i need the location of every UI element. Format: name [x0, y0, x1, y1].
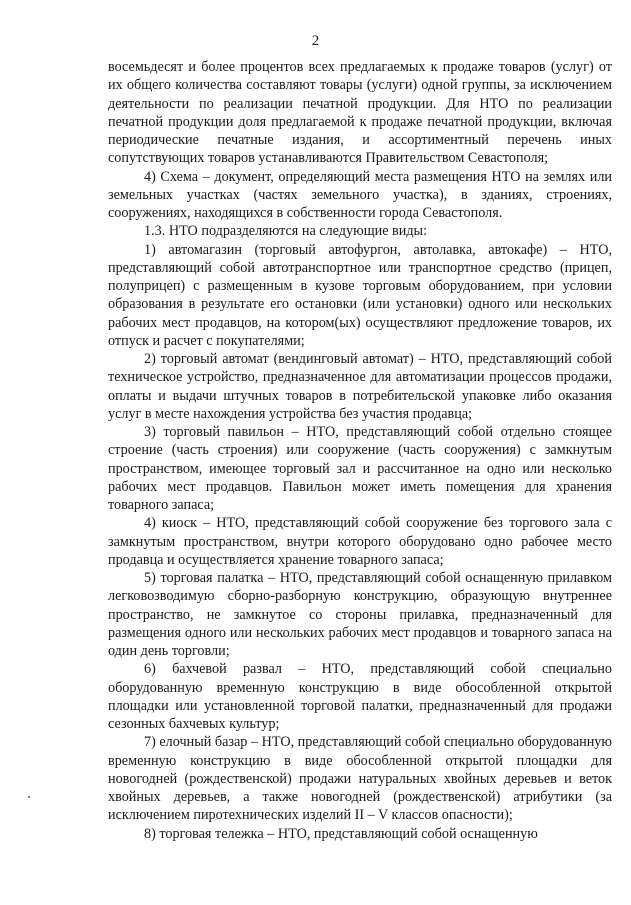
- document-body: [108, 58, 612, 843]
- page-number: 2: [311, 33, 320, 49]
- paragraph-pavilion: 3) торговый павильон – НТО, представляющий собой отдельно стоящее строение (часть строения) или сооружение (часть сооружения) с замкнутым пространством, имеющее торговый зал и рассчитанное на одно или несколько рабочих мест продавцов. Павильон может иметь помещения для хранения товарного запаса;: [108, 424, 612, 513]
- paragraph-melon-stall: 6) бахчевой развал – НТО, представляющий собой специально оборудованную временную конструкцию в виде обособленной открытой площадки или установленной торговой палатки, предназначенный для продажи сезонных бахчевых культур;: [108, 661, 612, 732]
- paragraph-automagazin: 1) автомагазин (торговый автофургон, автолавка, автокафе) – НТО, представляющий собой автотранспортное или транспортное средство (прицеп, полуприцеп) с размещенным в кузове торговым оборудованием, при условии образования в результате его остановки (или установки) одного или нескольких рабочих мест продавцов, на котором(ых) осуществляют предложение товаров, их отпуск и расчет с покупателями;: [108, 241, 612, 349]
- paragraph-tent: 5) торговая палатка – НТО, представляющий собой оснащенную прилавком легковозводимую сборно-разборную конструкцию, образующую внутреннее пространство, не замкнутое со стороны прилавка, предназначенный для размещения одного или нескольких рабочих мест продавцов и товарного запаса на один день торговли;: [108, 570, 612, 659]
- paragraph-intro-continuation: восемьдесят и более процентов всех предлагаемых к продаже товаров (услуг) от их общего количества составляют товары (услуги) одной группы, за исключением деятельности по реализации печатной продукции. Для НТО по реализации печатной продукции доля предлагаемой к продаже печатной продукции, включая периодические печатные издания, и ассортиментный перечень иных сопутствующих товаров устанавливаются Правительством Севастополя;: [108, 59, 612, 167]
- paragraph-vending-machine: 2) торговый автомат (вендинговый автомат) – НТО, представляющий собой техническое устройство, предназначенное для автоматизации процессов продажи, оплаты и выдачи штучных товаров в потребительской упаковке либо оказания услуг в месте нахождения устройства без участия продавца;: [108, 351, 612, 422]
- scan-speck: [28, 796, 30, 798]
- paragraph-trolley: 8) торговая тележка – НТО, представляющий собой оснащенную: [144, 825, 538, 842]
- paragraph-kiosk: 4) киоск – НТО, представляющий собой сооружение без торгового зала с замкнутым пространством, внутри которого оборудовано одно рабочее место продавца и осуществляется хранение товарного запаса;: [108, 515, 612, 568]
- paragraph-section-1-3: 1.3. НТО подразделяются на следующие виды:: [144, 223, 428, 240]
- paragraph-christmas-tree-market: 7) елочный базар – НТО, представляющий собой специально оборудованную временную конструкцию в виде обособленной открытой площадки для новогодней (рождественской) продажи натуральных хвойных деревьев и веток хвойных деревьев, а также новогодней (рождественской) атрибутики (за исключением пиротехнических изделий II – V классов опасности);: [108, 734, 612, 824]
- paragraph-scheme-definition: 4) Схема – документ, определяющий места размещения НТО на землях или земельных участках (частях земельного участка), в зданиях, строениях, сооружениях, находящихся в собственности города Севастополя.: [108, 168, 612, 221]
